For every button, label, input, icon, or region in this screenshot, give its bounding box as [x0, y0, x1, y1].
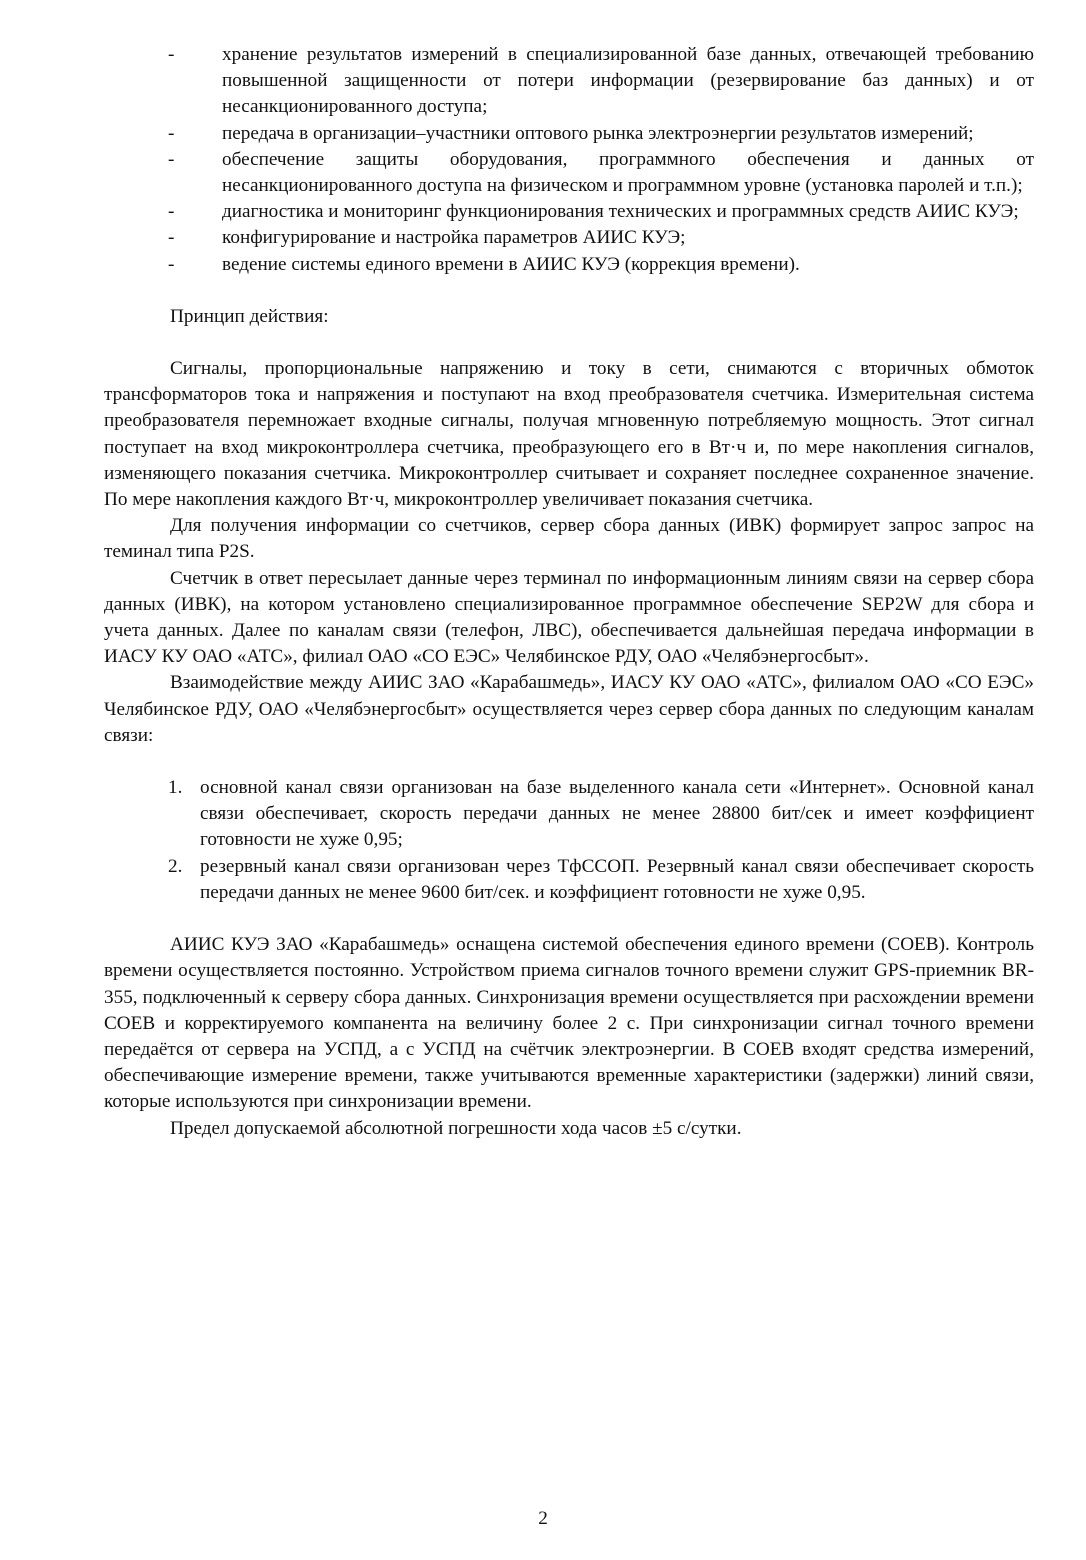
functions-list	[104, 42, 1034, 278]
paragraph-clock-error: Предел допускаемой абсолютной погрешности хода часов ±5 с/сутки.	[170, 1117, 742, 1139]
list-item-text: резервный канал связи организован через ТфССОП. Резервный канал связи обеспечивает скорость передачи данных не менее 9600 бит/сек. и коэффициент готовности не хуже 0,95.	[200, 855, 1034, 903]
list-item-text: ведение системы единого времени в АИИС КУЭ (коррекция времени).	[222, 253, 800, 275]
principle-heading: Принцип действия:	[170, 305, 329, 327]
paragraph-interaction: Взаимодействие между АИИС ЗАО «Карабашмедь», ИАСУ КУ ОАО «АТС», филиалом ОАО «СО ЕЭС» Челябинское РДУ, ОАО «Челябэнергосбыт» осуществляется через сервер сбора данных по следующим каналам связи:	[104, 672, 1034, 746]
channels-list	[104, 775, 1034, 906]
list-marker: -	[168, 253, 175, 275]
list-item	[104, 252, 1034, 278]
list-marker: 2.	[168, 855, 183, 877]
list-item	[104, 199, 1034, 225]
list-item-text: хранение результатов измерений в специализированной базе данных, отвечающей требованию повышенной защищенности от потери информации (резервирование баз данных) и от несанкционированного доступа;	[222, 44, 1034, 118]
list-item	[104, 775, 1034, 854]
paragraph-request: Для получения информации со счетчиков, сервер сбора данных (ИВК) формирует запрос запрос на теминал типа P2S.	[104, 515, 1034, 563]
paragraph-transfer: Счетчик в ответ пересылает данные через терминал по информационным линиям связи на сервер сбора данных (ИВК), на котором установлено специализированное программное обеспечение SEP2W для сбора и учета данных. Далее по каналам связи (телефон, ЛВС), обеспечивается дальнейшая передача информации в ИАСУ КУ ОАО «АТС», филиал ОАО «СО ЕЭС» Челябинское РДУ, ОАО «Челябэнергосбыт».	[104, 567, 1034, 668]
paragraph-time-system: АИИС КУЭ ЗАО «Карабашмедь» оснащена системой обеспечения единого времени (СОЕВ). Контроль времени осуществляется постоянно. Устройством приема сигналов точного времени служит GPS-приемник BR-355, подключенный к серверу сбора данных. Синхронизация времени осуществляется при расхождении времени СОЕВ и корректируемого компанента на величину более 2 с. При синхронизации сигнал точного времени передаётся от сервера на УСПД, а с УСПД на счётчик электроэнергии. В СОЕВ входят средства измерений, обеспечивающие измерение времени, также учитываются временные характеристики (задержки) линий связи, которые используются при синхронизации времени.	[104, 934, 1034, 1113]
list-marker: -	[168, 201, 175, 223]
list-item	[104, 147, 1034, 199]
page-number: 2	[538, 1508, 548, 1529]
list-item-text: диагностика и мониторинг функционирования технических и программных средств АИИС КУЭ;	[222, 201, 1019, 223]
list-marker: -	[168, 227, 175, 249]
spacer	[104, 906, 1034, 932]
list-item	[104, 121, 1034, 147]
list-item-text: обеспечение защиты оборудования, программного обеспечения и данных от несанкционированного доступа на физическом и программном уровне (установка паролей и т.п.);	[222, 148, 1034, 197]
list-item	[104, 42, 1034, 121]
list-item-text: основной канал связи организован на базе выделенного канала сети «Интернет». Основной канал связи обеспечивает, скорость передачи данных не менее 28800 бит/сек и имеет коэффициент готовности не хуже 0,95;	[200, 777, 1034, 851]
list-item	[104, 854, 1034, 906]
paragraph-signals: Сигналы, пропорциональные напряжению и току в сети, снимаются с вторичных обмоток трансформаторов тока и напряжения и поступают на вход преобразователя счетчика. Измерительная система преобразователя перемножает входные сигналы, получая мгновенную потребляемую мощность. Этот сигнал поступает на вход микроконтроллера счетчика, преобразующего его в Вт·ч и, по мере накопления сигналов, изменяющего показания счетчика. Микроконтроллер считывает и сохраняет последнее сохраненное значение. По мере накопления каждого Вт·ч, микроконтроллер увеличивает показания счетчика.	[104, 358, 1034, 511]
list-marker: -	[168, 122, 175, 144]
list-marker: -	[168, 44, 175, 65]
document-page	[104, 42, 1034, 1142]
spacer	[104, 330, 1034, 356]
spacer	[104, 749, 1034, 775]
list-marker: 1.	[168, 777, 183, 799]
list-marker: -	[168, 148, 175, 170]
list-item	[104, 225, 1034, 251]
list-item-text: передача в организации–участники оптового рынка электроэнергии результатов измерений;	[222, 122, 974, 144]
list-item-text: конфигурирование и настройка параметров АИИС КУЭ;	[222, 227, 686, 249]
